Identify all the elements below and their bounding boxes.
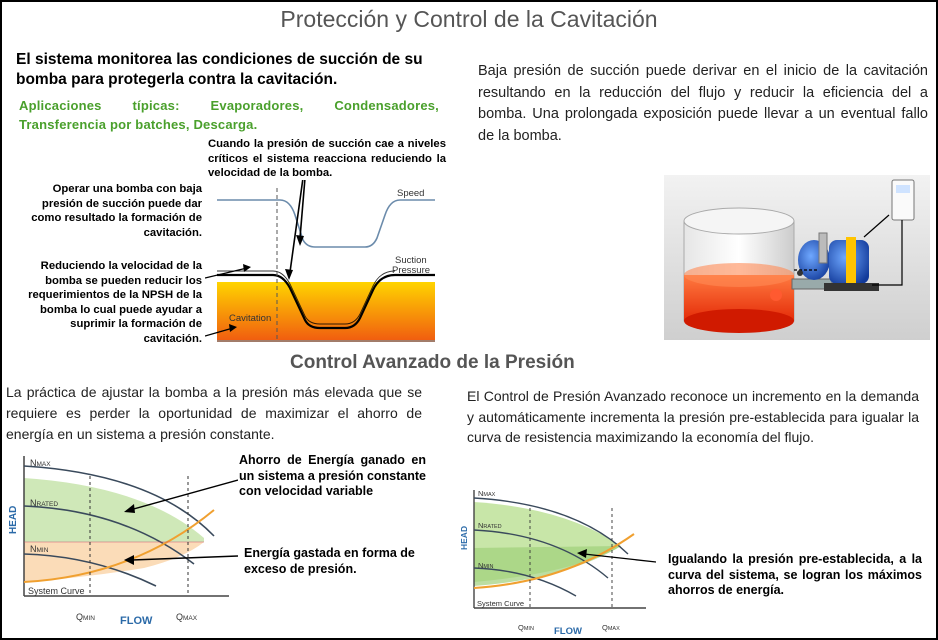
nrated-label-right: N (478, 521, 484, 530)
nmin-sub-right: MIN (483, 564, 494, 570)
cavitation-chart (205, 180, 445, 350)
right-paragraph-2: El Control de Presión Avanzado reconoce un incremento en la demanda y automáticamente incrementa la presión pre-establecida para igualar la curva de resistencia maximizando la economía del flujo. (467, 388, 919, 445)
nrated-sub-right: RATED (483, 524, 502, 530)
note-top: Cuando la presión de succión cae a niveles críticos el sistema reacciona reduciendo la velocidad de la bomba. (208, 138, 446, 180)
qmin-sub-right: MIN (523, 626, 534, 632)
svg-text:QMAX (176, 612, 198, 622)
nmax-label: N (30, 458, 37, 468)
nmax-sub-right: MAX (483, 492, 496, 498)
svg-text:QMIN (518, 623, 534, 632)
nrated-sub: RATED (36, 501, 59, 508)
svg-text:QMAX (602, 623, 620, 632)
pump-illustration (664, 175, 930, 340)
nmax-sub: MAX (36, 461, 51, 468)
flow-axis-label: FLOW (120, 615, 153, 627)
nrated-label: N (30, 498, 37, 508)
energy-saved-area (24, 478, 204, 542)
qmax-sub: MAX (183, 615, 198, 622)
nmin-sub: MIN (36, 547, 49, 554)
pump-curve-chart-right (456, 484, 656, 636)
annotation-energy-saved: Ahorro de Energía ganado en un sistema a presión constante con velocidad variable (239, 453, 426, 498)
head-axis-label: HEAD (8, 505, 19, 534)
note-left-1: Operar una bomba con baja presión de succión puede dar como resultado la formación de cavitación. (31, 183, 202, 239)
cavitation-label: Cavitation (229, 313, 272, 324)
system-curve-label: System Curve (28, 586, 85, 596)
left-paragraph-2: La práctica de ajustar la bomba a la presión más elevada que se requiere es perder la oportunidad de maximizar el ahorro de energía en un sistema a presión constante. (6, 384, 422, 442)
svg-text:NMAX (478, 489, 496, 498)
qmax-label: Q (176, 612, 184, 622)
system-curve-label-right: System Curve (477, 599, 525, 608)
applications-text: Aplicaciones típicas: Evaporadores, Condensadores, Transferencia por batches, Descarga. (19, 98, 439, 132)
nmin-label: N (30, 544, 37, 554)
svg-text:NMAX (30, 458, 51, 468)
qmax-label-right: Q (602, 623, 608, 632)
subtitle: Control Avanzado de la Presión (290, 352, 575, 373)
annotation-excess-pressure: Energía gastada en forma de exceso de presión. (244, 546, 415, 576)
speed-label: Speed (397, 188, 425, 199)
suction-label-1: Suction (395, 255, 427, 266)
suction-label-2: Pressure (392, 265, 431, 276)
qmin-label-right: Q (518, 623, 524, 632)
qmin-sub: MIN (83, 615, 95, 622)
qmin-label: Q (76, 612, 84, 622)
pump-curve-chart-left (4, 446, 238, 632)
annotation-max-savings: Igualando la presión pre-establecida, a la curva del sistema, se logran los máximos ahorros de energía. (668, 552, 922, 597)
note-left-2: Reduciendo la velocidad de la bomba se pueden reducir los requerimientos de la NPSH de la bomba lo cual puede ayudar a suprimir la formación de cavitación. (28, 260, 202, 345)
qmax-sub-right: MAX (607, 626, 620, 632)
svg-text:QMIN (76, 612, 95, 622)
right-paragraph: Baja presión de succión puede derivar en el inicio de la cavitación resultando en la reducción del flujo y reducir la eficiencia del a bomba. Una prolongada exposición puede llevar a un eventual fallo de la bomba. (478, 63, 928, 144)
page-title: Protección y Control de la Cavitación (280, 6, 658, 32)
head-axis-label-right: HEAD (459, 525, 469, 550)
flow-axis-label-right: FLOW (554, 626, 582, 636)
speed-line (217, 200, 435, 247)
excess-pressure-area (24, 542, 204, 582)
intro-text: El sistema monitorea las condiciones de succión de su bomba para protegerla contra la cavitación. (16, 51, 423, 88)
nmin-label-right: N (478, 561, 484, 570)
nmax-label-right: N (478, 489, 484, 498)
